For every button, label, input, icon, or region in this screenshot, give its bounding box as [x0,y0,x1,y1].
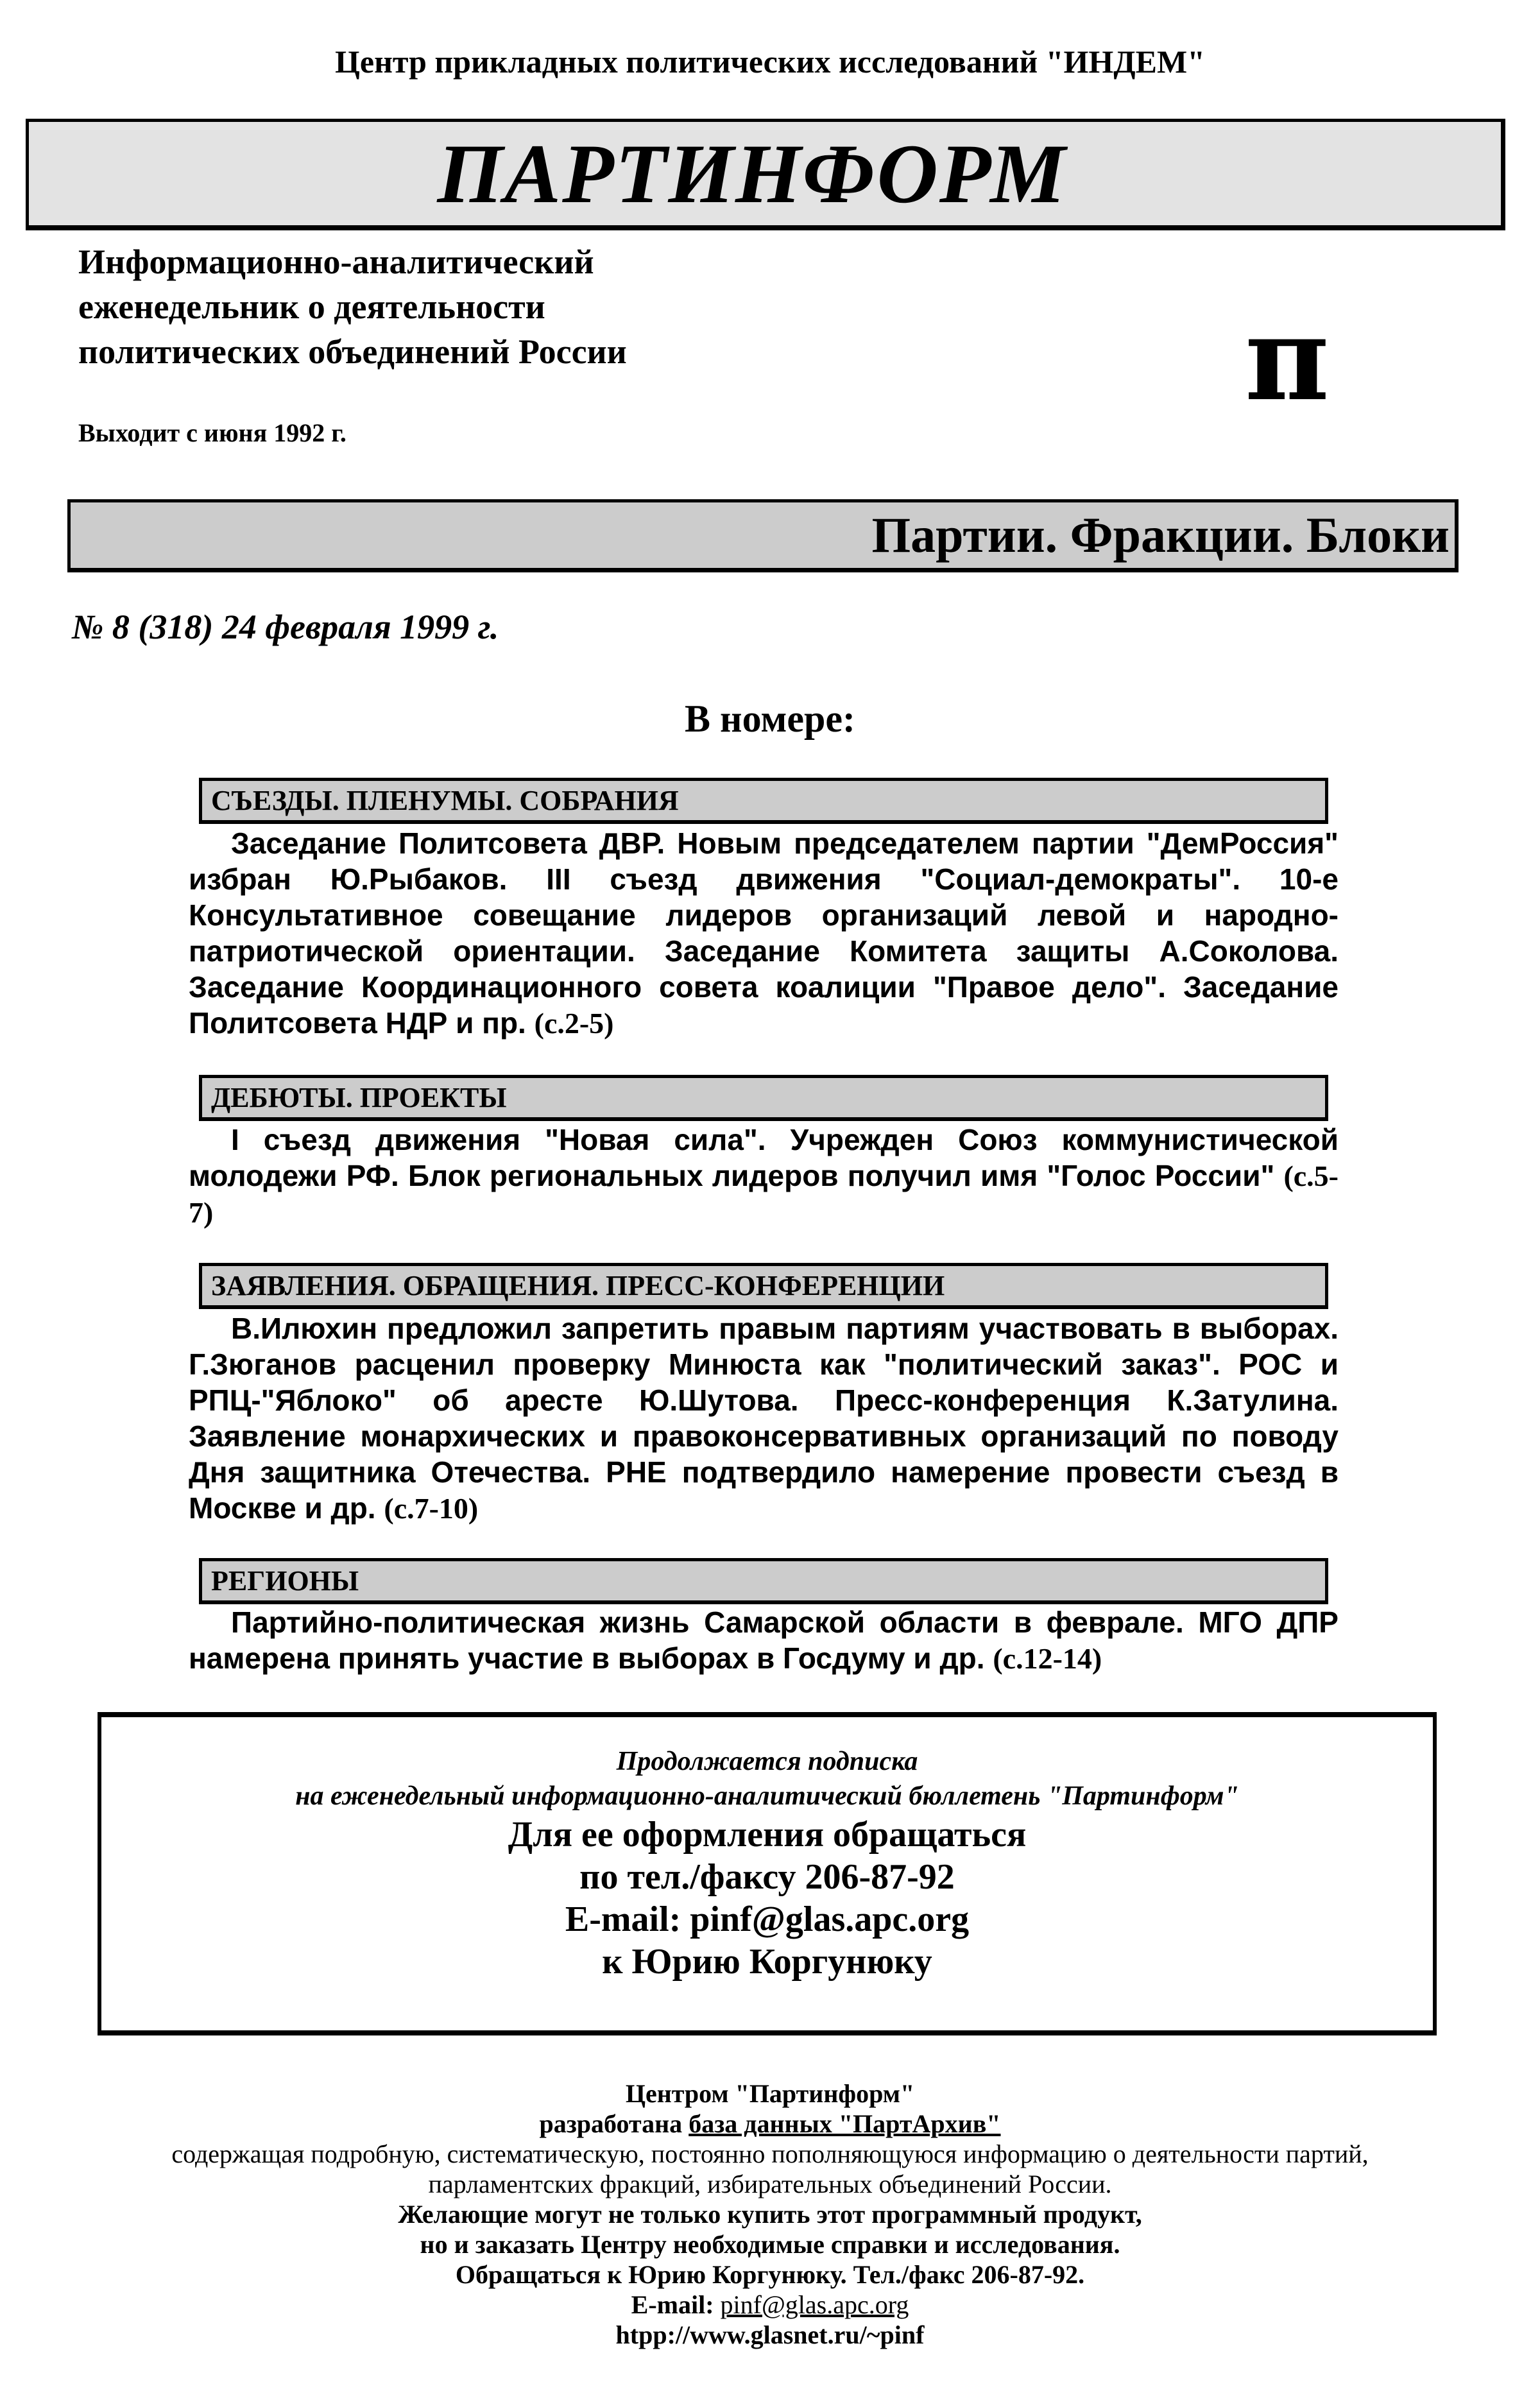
subscription-box [98,1712,1437,2035]
banner-title: Партии. Фракции. Блоки [871,507,1450,563]
subscription-contact: к Юрию Коргунюку [602,1942,932,1982]
contents-heading: В номере: [685,698,855,740]
publication-description [78,239,627,374]
description-line: политических объединений России [78,332,627,371]
section-header [199,778,1328,824]
masthead-box [26,119,1505,230]
subscription-line: на еженедельный информационно-аналитический бюллетень "Партинформ" [295,1781,1239,1811]
section-text: I съезд движения "Новая сила". Учрежден Союз коммунистической молодежи РФ. Блок региональных лидеров получил имя "Голос России" [189,1123,1339,1192]
issue-number-date: № 8 (318) 24 февраля 1999 г. [72,608,499,646]
footer-line: содержащая подробную, систематическую, постоянно пополняющуюся информацию о деятельности партий, [171,2139,1369,2168]
email-link[interactable]: pinf@glas.apc.org [720,2290,909,2319]
section-title: СЪЕЗДЫ. ПЛЕНУМЫ. СОБРАНИЯ [211,784,679,816]
section-title: РЕГИОНЫ [211,1564,359,1597]
subscription-line: Для ее оформления обращаться [508,1815,1027,1855]
footer-line [0,2109,1540,2139]
website-link[interactable]: htpp://www.glasnet.ru/~pinf [615,2320,925,2349]
page-reference: (с.2-5) [534,1007,614,1040]
section-header [199,1075,1328,1121]
section-summary [189,1310,1339,1527]
subscription-email: E-mail: pinf@glas.apc.org [565,1899,970,1939]
description-line: Информационно-аналитический [78,243,594,281]
footer-line: Желающие могут не только купить этот программный продукт, [398,2200,1142,2229]
pi-symbol-icon: π [1245,291,1330,427]
organization-name: Центр прикладных политических исследований "ИНДЕМ" [335,44,1205,80]
page-reference: (с.5-7) [189,1160,1339,1229]
description-line: еженедельник о деятельности [78,287,545,326]
footer-email-line [0,2290,1540,2320]
section-banner [67,499,1459,572]
section-summary [189,1604,1339,1677]
section-text: В.Илюхин предложил запретить правым партиям участвовать в выборах. Г.Зюганов расценил проверку Минюста как "политический заказ". РОС и РПЦ-"Яблоко" об аресте Ю.Шутова. Пресс-конференция К.Затулина. Заявление монархических и правоконсервативных организаций по поводу Дня защитника Отечества. РНЕ подтвердило намерение провести съезд в Москве и др. [189,1312,1339,1525]
footer-line: Центром "Партинформ" [625,2079,915,2108]
email-label: E-mail: [631,2290,721,2319]
section-title: ДЕБЮТЫ. ПРОЕКТЫ [211,1081,507,1113]
section-text: Заседание Политсовета ДВР. Новым председателем партии "ДемРоссия" избран Ю.Рыбаков. III съезд движения "Социал-демократы". 10-е Консультативное совещание лидеров организаций левой и народно-патриотической ориентации. Заседание Комитета защиты А.Соколова. Заседание Координационного совета коалиции "Правое дело". Заседание Политсовета НДР и пр. [189,827,1339,1040]
section-header [199,1558,1328,1604]
footer-line: парламентских фракций, избирательных объединений России. [428,2170,1112,2198]
page-reference: (с.7-10) [384,1492,479,1525]
footer-line: Обращаться к Юрию Коргунюку. Тел./факс 206-87-92. [455,2260,1085,2289]
page-reference: (с.12-14) [993,1642,1102,1675]
footer-text: разработана [539,2109,689,2138]
subscription-phone: по тел./факсу 206-87-92 [579,1857,955,1897]
footer-line: но и заказать Центру необходимые справки и исследования. [420,2230,1120,2259]
partarchive-link[interactable]: база данных "ПартАрхив" [689,2109,1001,2138]
section-title: ЗАЯВЛЕНИЯ. ОБРАЩЕНИЯ. ПРЕСС-КОНФЕРЕНЦИИ [211,1269,945,1301]
section-header [199,1263,1328,1309]
section-summary [189,1122,1339,1231]
publication-title: ПАРТИНФОРМ [437,126,1067,221]
subscription-line: Продолжается подписка [616,1747,918,1776]
section-text: Партийно-политическая жизнь Самарской области в феврале. МГО ДПР намерена принять участие в выборах в Госдуму и др. [189,1606,1339,1675]
section-summary [189,825,1339,1041]
publication-since: Выходит с июня 1992 г. [78,418,346,447]
